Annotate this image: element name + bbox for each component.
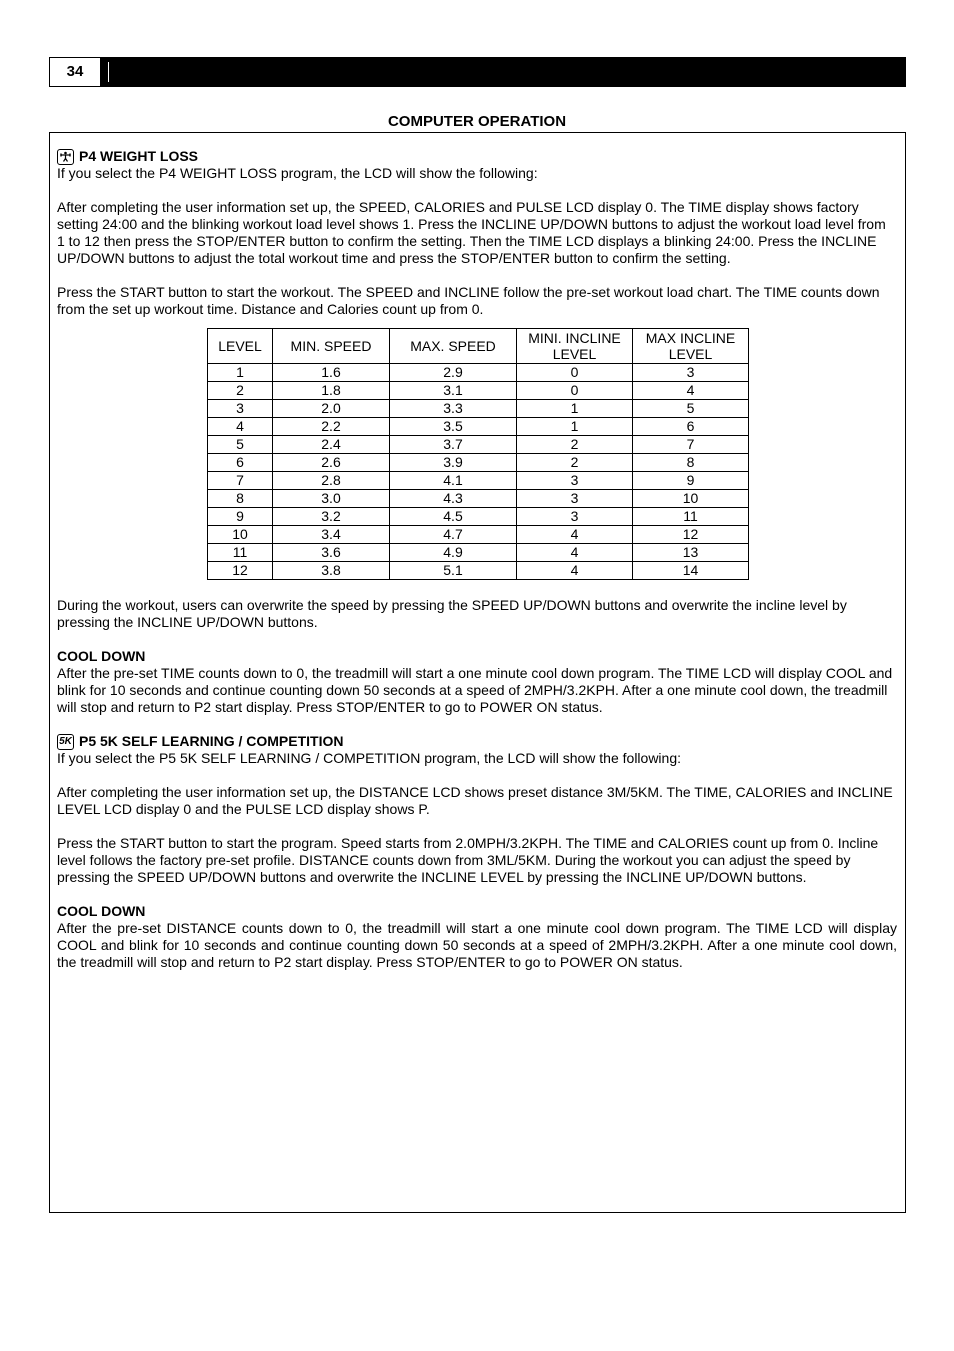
- cell-max-incline: 13: [633, 544, 749, 562]
- cell-max-speed: 3.9: [390, 454, 517, 472]
- cell-max-speed: 3.5: [390, 418, 517, 436]
- cell-min-speed: 1.6: [273, 364, 390, 382]
- cell-max-speed: 2.9: [390, 364, 517, 382]
- cell-max-incline: 6: [633, 418, 749, 436]
- col-header-max-speed: MAX. SPEED: [390, 329, 517, 364]
- cell-min-speed: 3.0: [273, 490, 390, 508]
- cell-min-speed: 3.6: [273, 544, 390, 562]
- cell-level: 8: [208, 490, 273, 508]
- cell-max-speed: 4.7: [390, 526, 517, 544]
- cell-max-speed: 4.1: [390, 472, 517, 490]
- cell-level: 10: [208, 526, 273, 544]
- col-header-min-incline: MINI. INCLINE LEVEL: [517, 329, 633, 364]
- cell-min-incline: 4: [517, 562, 633, 580]
- cell-max-speed: 3.3: [390, 400, 517, 418]
- cell-max-incline: 7: [633, 436, 749, 454]
- table-header-row: [208, 329, 749, 364]
- col-header-min-speed: MIN. SPEED: [273, 329, 390, 364]
- col-header-level: LEVEL: [208, 329, 273, 364]
- cell-max-speed: 4.5: [390, 508, 517, 526]
- cell-min-incline: 3: [517, 472, 633, 490]
- weight-loss-icon: [57, 149, 74, 165]
- cell-min-speed: 2.4: [273, 436, 390, 454]
- workout-load-table: [207, 328, 749, 580]
- cell-max-incline: 11: [633, 508, 749, 526]
- cell-max-speed: 5.1: [390, 562, 517, 580]
- p5-cool-down-text: After the pre-set DISTANCE counts down to 0, the treadmill will start a one minute cool down program. The TIME LCD will display COOL and blink for 10 seconds and continue counting down 50 seconds at a speed of 2MPH/3.2KPH. After a one minute cool down, the treadmill will stop and return to P2 start display. Press STOP/ENTER to go to POWER ON status.: [57, 920, 897, 970]
- cell-min-incline: 1: [517, 400, 633, 418]
- cell-level: 12: [208, 562, 273, 580]
- table-row: [208, 364, 749, 382]
- cell-min-speed: 2.2: [273, 418, 390, 436]
- p5-cool-down-heading: COOL DOWN: [57, 903, 146, 919]
- cell-min-incline: 0: [517, 364, 633, 382]
- cell-min-speed: 3.8: [273, 562, 390, 580]
- cell-level: 5: [208, 436, 273, 454]
- cell-min-incline: 3: [517, 490, 633, 508]
- cell-min-incline: 2: [517, 454, 633, 472]
- cell-min-speed: 3.2: [273, 508, 390, 526]
- cell-min-incline: 1: [517, 418, 633, 436]
- table-row: [208, 472, 749, 490]
- cell-max-incline: 5: [633, 400, 749, 418]
- p4-intro: If you select the P4 WEIGHT LOSS program, the LCD will show the following:: [57, 165, 538, 181]
- p5-heading-text: P5 5K SELF LEARNING / COMPETITION: [79, 733, 344, 749]
- header-divider: [108, 62, 109, 82]
- cell-min-speed: 2.6: [273, 454, 390, 472]
- table-row: [208, 400, 749, 418]
- cell-level: 6: [208, 454, 273, 472]
- cell-level: 11: [208, 544, 273, 562]
- cell-min-incline: 2: [517, 436, 633, 454]
- cell-max-incline: 8: [633, 454, 749, 472]
- table-row: [208, 454, 749, 472]
- table-row: [208, 418, 749, 436]
- cell-level: 1: [208, 364, 273, 382]
- page-number: 34: [50, 58, 100, 86]
- cell-max-incline: 9: [633, 472, 749, 490]
- table-row: [208, 562, 749, 580]
- cell-min-speed: 3.4: [273, 526, 390, 544]
- cell-max-speed: 3.7: [390, 436, 517, 454]
- table-row: [208, 544, 749, 562]
- p4-heading-text: P4 WEIGHT LOSS: [79, 148, 199, 164]
- p5-paragraph-1: After completing the user information set up, the DISTANCE LCD shows preset distance 3M/5KM. The TIME, CALORIES and INCLINE LEVEL LCD display 0 and the PULSE LCD display shows P.: [57, 784, 893, 817]
- cell-level: 9: [208, 508, 273, 526]
- section-title: COMPUTER OPERATION: [387, 113, 567, 130]
- cell-max-speed: 4.3: [390, 490, 517, 508]
- p5-heading: [57, 733, 897, 750]
- cell-min-speed: 2.8: [273, 472, 390, 490]
- cell-max-incline: 4: [633, 382, 749, 400]
- p5-intro: If you select the P5 5K SELF LEARNING / COMPETITION program, the LCD will show the following:: [57, 750, 682, 766]
- cell-min-incline: 3: [517, 508, 633, 526]
- cell-level: 3: [208, 400, 273, 418]
- cell-level: 4: [208, 418, 273, 436]
- cell-max-speed: 4.9: [390, 544, 517, 562]
- p4-cool-down-text: After the pre-set TIME counts down to 0, the treadmill will start a one minute cool down program. The TIME LCD will display COOL and blink for 10 seconds and continue counting down 50 seconds at a speed of 2MPH/3.2KPH. After a one minute cool down, the treadmill will stop and return to P2 start display. Press STOP/ENTER to go to POWER ON status.: [57, 665, 893, 715]
- cell-max-incline: 10: [633, 490, 749, 508]
- cell-max-incline: 12: [633, 526, 749, 544]
- table-body: [208, 364, 749, 580]
- table-row: [208, 382, 749, 400]
- cell-level: 2: [208, 382, 273, 400]
- cell-max-incline: 14: [633, 562, 749, 580]
- table-row: [208, 490, 749, 508]
- cell-min-incline: 0: [517, 382, 633, 400]
- cell-min-incline: 4: [517, 544, 633, 562]
- cell-max-incline: 3: [633, 364, 749, 382]
- p4-paragraph-3: During the workout, users can overwrite the speed by pressing the SPEED UP/DOWN buttons and overwrite the incline level by pressing the INCLINE UP/DOWN buttons.: [57, 597, 847, 630]
- p4-heading: [57, 148, 897, 165]
- p4-cool-down-heading: COOL DOWN: [57, 648, 146, 664]
- col-header-max-incline: MAX INCLINE LEVEL: [633, 329, 749, 364]
- p4-paragraph-2: Press the START button to start the workout. The SPEED and INCLINE follow the pre-set workout load chart. The TIME counts down from the set up workout time. Distance and Calories count up from 0.: [57, 284, 880, 317]
- cell-min-speed: 2.0: [273, 400, 390, 418]
- five-k-icon: 5K: [57, 734, 74, 750]
- p5-paragraph-2: Press the START button to start the program. Speed starts from 2.0MPH/3.2KPH. The TIME and CALORIES count up from 0. Incline level follows the factory pre-set profile. DISTANCE counts down from 3ML/5KM. During the workout you can adjust the speed by pressing the SPEED UP/DOWN buttons and overwrite the INCLINE LEVEL by pressing the INCLINE UP/DOWN buttons.: [57, 835, 879, 885]
- cell-max-speed: 3.1: [390, 382, 517, 400]
- content-body: [57, 148, 897, 971]
- cell-level: 7: [208, 472, 273, 490]
- header-bar: [49, 57, 906, 87]
- p4-paragraph-1: After completing the user information set up, the SPEED, CALORIES and PULSE LCD display 0. The TIME display shows factory setting 24:00 and the blinking workout load level shows 1. Press the INCLINE UP/DOWN buttons to adjust the workout load level from 1 to 12 then press the STOP/ENTER button to confirm the setting. Then the TIME LCD displays a blinking 24:00. Press the INCLINE UP/DOWN buttons to adjust the total workout time and press the STOP/ENTER button to confirm the setting.: [57, 199, 886, 266]
- table-row: [208, 436, 749, 454]
- table-row: [208, 508, 749, 526]
- cell-min-incline: 4: [517, 526, 633, 544]
- cell-min-speed: 1.8: [273, 382, 390, 400]
- table-row: [208, 526, 749, 544]
